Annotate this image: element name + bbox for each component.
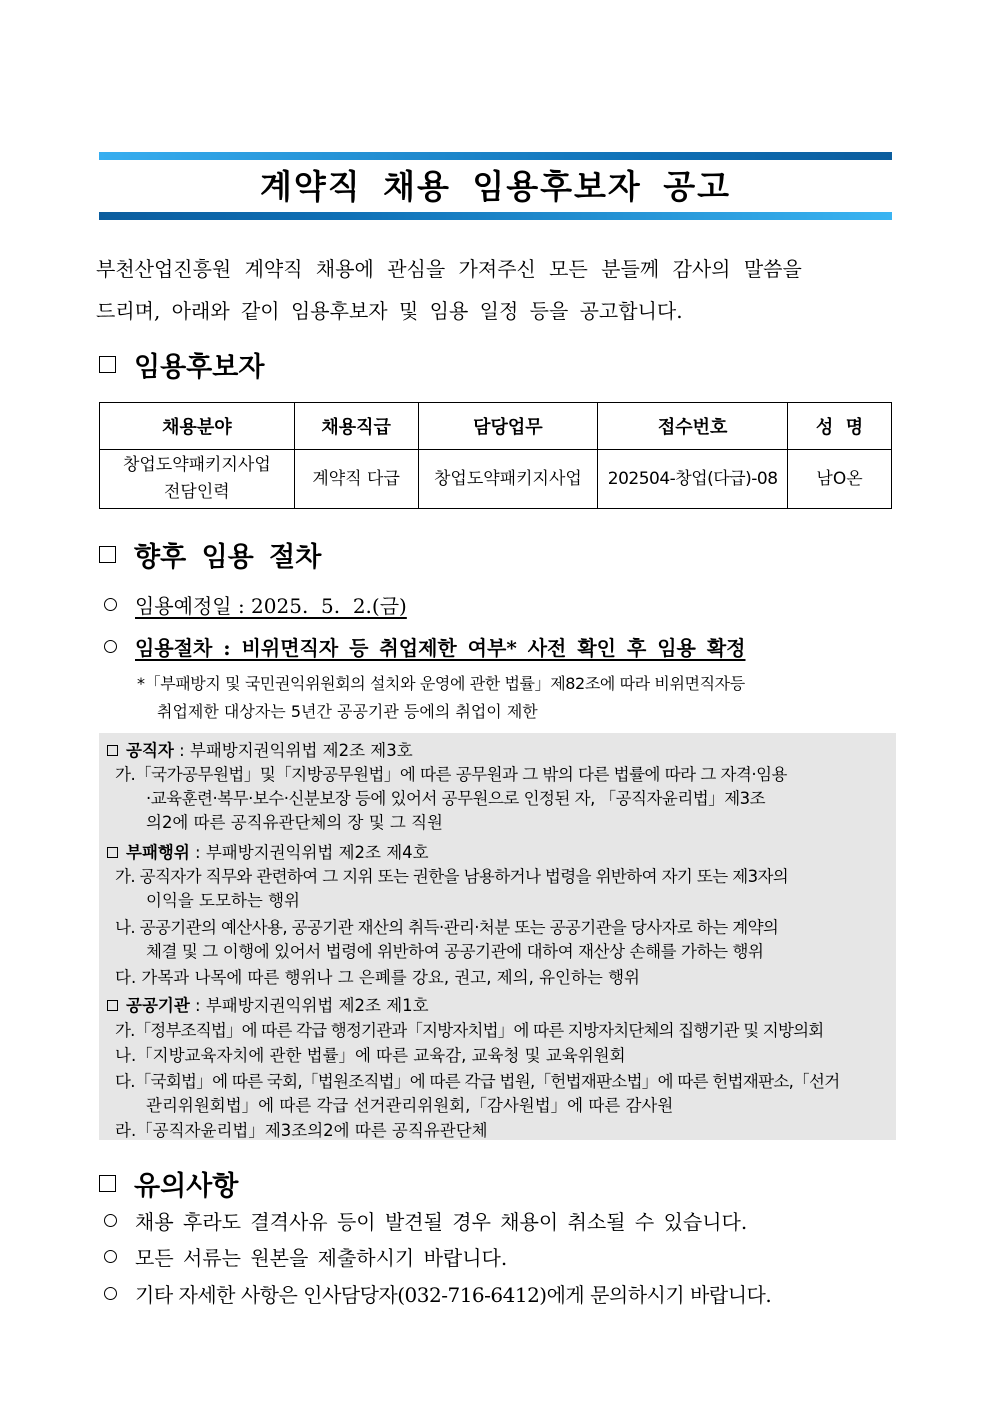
table-row (100, 450, 892, 509)
section-candidates-label: 임용후보자 (134, 352, 265, 383)
procedure-note (137, 670, 897, 726)
notice-text-3: 기타 자세한 사항은 인사담당자(032-716-6412)에게 문의하시기 바랍니다. (135, 1283, 772, 1307)
page-title: 계약직 채용 임용후보자 공고 (259, 167, 731, 206)
intro-line-2: 드리며, 아래와 같이 임용후보자 및 임용 일정 등을 공고합니다. (96, 299, 683, 323)
notice-item (104, 1279, 771, 1308)
circle-bullet-icon (104, 640, 117, 653)
section-notice-heading (99, 1164, 238, 1203)
notice-item (104, 1242, 507, 1271)
col-header-name: 성 명 (788, 403, 892, 450)
def-item: 관리위원회법」에 따른 각급 선거관리위원회,「감사원법」에 따른 감사원 (146, 1096, 674, 1115)
def-item: 이익을 도모하는 행위 (146, 891, 300, 910)
title-bar-top (99, 152, 892, 160)
note-line-2: 취업제한 대상자는 5년간 공공기관 등에의 취업이 제한 (157, 702, 538, 721)
section-notice-label: 유의사항 (134, 1171, 239, 1202)
section-procedure-label: 향후 임용 절차 (134, 542, 322, 573)
notice-text-2: 모든 서류는 원본을 제출하시기 바랍니다. (135, 1246, 508, 1270)
cell-name: 남O온 (788, 450, 892, 509)
cell-grade: 계약직 다급 (294, 450, 418, 509)
col-header-grade: 채용직급 (294, 403, 418, 450)
intro-paragraph (96, 248, 896, 332)
col-header-duty: 담당업무 (418, 403, 598, 450)
def-corruption-heading: 부패행위 : 부패방지권익위법 제2조 제4호 (107, 839, 429, 863)
definitions-box (99, 733, 896, 1140)
intro-line-1: 부천산업진흥원 계약직 채용에 관심을 가져주신 모든 분들께 감사의 말씀을 (96, 257, 802, 281)
title-bar-bottom (99, 212, 892, 220)
def-item: ·교육훈련·복무·보수·신분보장 등에 있어서 공무원으로 인정된 자, 「공직자윤리법」제3조 (146, 789, 766, 808)
circle-bullet-icon (104, 1214, 117, 1227)
col-header-field: 채용분야 (100, 403, 295, 450)
def-public-institution-heading: 공공기관 : 부패방지권익위법 제2조 제1호 (107, 992, 429, 1016)
section-candidates-heading (99, 345, 264, 384)
checkbox-square-icon (99, 546, 116, 563)
col-header-receipt: 접수번호 (598, 403, 788, 450)
def-item: 나.「지방교육자치에 관한 법률」에 따른 교육감, 교육청 및 교육위원회 (115, 1046, 626, 1065)
procedure-date-text: 임용예정일 : 2025. 5. 2.(금) (135, 594, 407, 618)
notice-text-1: 채용 후라도 결격사유 등이 발견될 경우 채용이 취소될 수 있습니다. (135, 1210, 748, 1234)
circle-bullet-icon (104, 1250, 117, 1263)
def-item: 다. 가목과 나목에 따른 행위나 그 은폐를 강요, 권고, 제의, 유인하는 행위 (115, 968, 640, 987)
def-item: 나. 공공기관의 예산사용, 공공기관 재산의 취득·관리·처분 또는 공공기관을 당사자로 하는 계약의 (115, 918, 779, 937)
cell-field: 창업도약패키지사업 전담인력 (100, 450, 295, 509)
procedure-process-item (104, 632, 745, 661)
checkbox-square-icon (99, 356, 116, 373)
def-public-official-heading: 공직자 : 부패방지권익위법 제2조 제3호 (107, 737, 413, 761)
candidate-table (99, 402, 892, 509)
notice-item (104, 1206, 747, 1235)
def-item: 가.「국가공무원법」및「지방공무원법」에 따른 공무원과 그 밖의 다른 법률에 따라 그 자격·임용 (115, 765, 787, 784)
def-item: 라.「공직자윤리법」제3조의2에 따른 공직유관단체 (115, 1121, 488, 1140)
table-header-row (100, 403, 892, 450)
def-item: 의2에 따른 공직유관단체의 장 및 그 직원 (146, 813, 443, 832)
circle-bullet-icon (104, 1287, 117, 1300)
square-bullet-icon (107, 1000, 118, 1011)
def-item: 다.「국회법」에 따른 국회,「법원조직법」에 따른 각급 법원,「헌법재판소법」에 따른 헌법재판소,「선거 (115, 1072, 840, 1091)
checkbox-square-icon (99, 1175, 116, 1192)
procedure-date-item (104, 590, 407, 619)
section-procedure-heading (99, 535, 321, 574)
circle-bullet-icon (104, 598, 117, 611)
square-bullet-icon (107, 847, 118, 858)
def-item: 가.「정부조직법」에 따른 각급 행정기관과「지방자치법」에 따른 지방자치단체의 집행기관 및 지방의회 (115, 1021, 824, 1040)
square-bullet-icon (107, 745, 118, 756)
cell-receipt: 202504-창업(다급)-08 (598, 450, 788, 509)
cell-duty: 창업도약패키지사업 (418, 450, 598, 509)
def-item: 가. 공직자가 직무와 관련하여 그 지위 또는 권한을 남용하거나 법령을 위반하여 자기 또는 제3자의 (115, 867, 789, 886)
note-line-1: *「부패방지 및 국민권익위원회의 설치와 운영에 관한 법률」제82조에 따라 비위면직자등 (137, 674, 745, 693)
procedure-process-text: 임용절차 : 비위면직자 등 취업제한 여부* 사전 확인 후 임용 확정 (135, 636, 746, 660)
def-item: 체결 및 그 이행에 있어서 법령에 위반하여 공공기관에 대하여 재산상 손해를 가하는 행위 (146, 942, 764, 961)
